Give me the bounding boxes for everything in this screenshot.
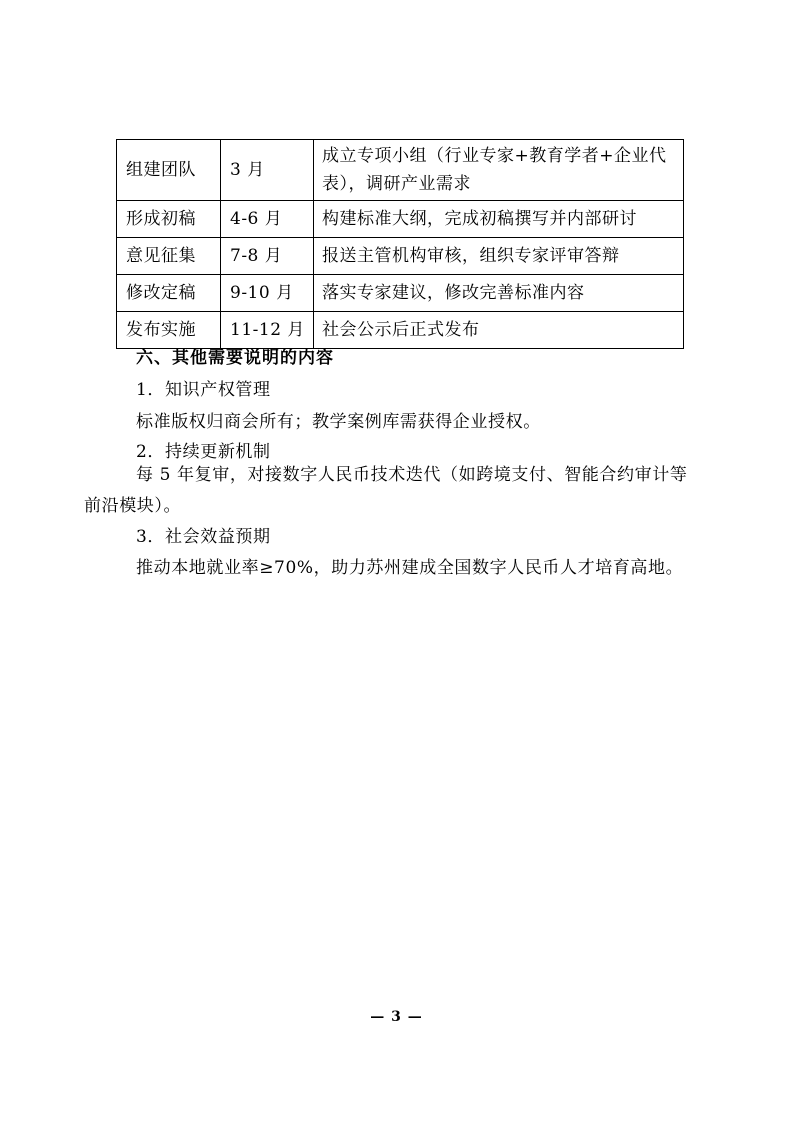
stage-cell: 形成初稿: [117, 201, 221, 238]
time-cell: 9-10 月: [221, 275, 314, 312]
time-cell: 3 月: [221, 140, 314, 201]
stage-cell: 发布实施: [117, 312, 221, 349]
time-cell: 11-12 月: [221, 312, 314, 349]
table-row: [117, 275, 684, 312]
schedule-table: [116, 139, 684, 349]
item-title: 3．社会效益预期: [136, 527, 271, 547]
task-cell: 构建标准大纲，完成初稿撰写并内部研讨: [314, 201, 684, 238]
task-cell: 成立专项小组（行业专家+教育学者+企业代表），调研产业需求: [314, 140, 684, 201]
section-heading: 六、其他需要说明的内容: [136, 348, 334, 368]
item-title: 2．持续更新机制: [136, 442, 271, 462]
task-cell: 落实专家建议，修改完善标准内容: [314, 275, 684, 312]
stage-cell: 意见征集: [117, 238, 221, 275]
page-number: — 3 —: [370, 1009, 423, 1025]
item-title: 1．知识产权管理: [136, 380, 271, 400]
stage-cell: 修改定稿: [117, 275, 221, 312]
task-cell: 社会公示后正式发布: [314, 312, 684, 349]
table-row: [117, 201, 684, 238]
table-row: [117, 238, 684, 275]
table-row: [117, 140, 684, 201]
stage-cell: 组建团队: [117, 140, 221, 201]
item-text: 推动本地就业率≥70%，助力苏州建成全国数字人民币人才培育高地。: [136, 558, 684, 578]
time-cell: 7-8 月: [221, 238, 314, 275]
time-cell: 4-6 月: [221, 201, 314, 238]
item-text: 标准版权归商会所有；教学案例库需获得企业授权。: [136, 412, 541, 432]
task-cell: 报送主管机构审核，组织专家评审答辩: [314, 238, 684, 275]
item-text: 每 5 年复审，对接数字人民币技术迭代（如跨境支付、智能合约审计等前沿模块）。: [84, 465, 688, 516]
